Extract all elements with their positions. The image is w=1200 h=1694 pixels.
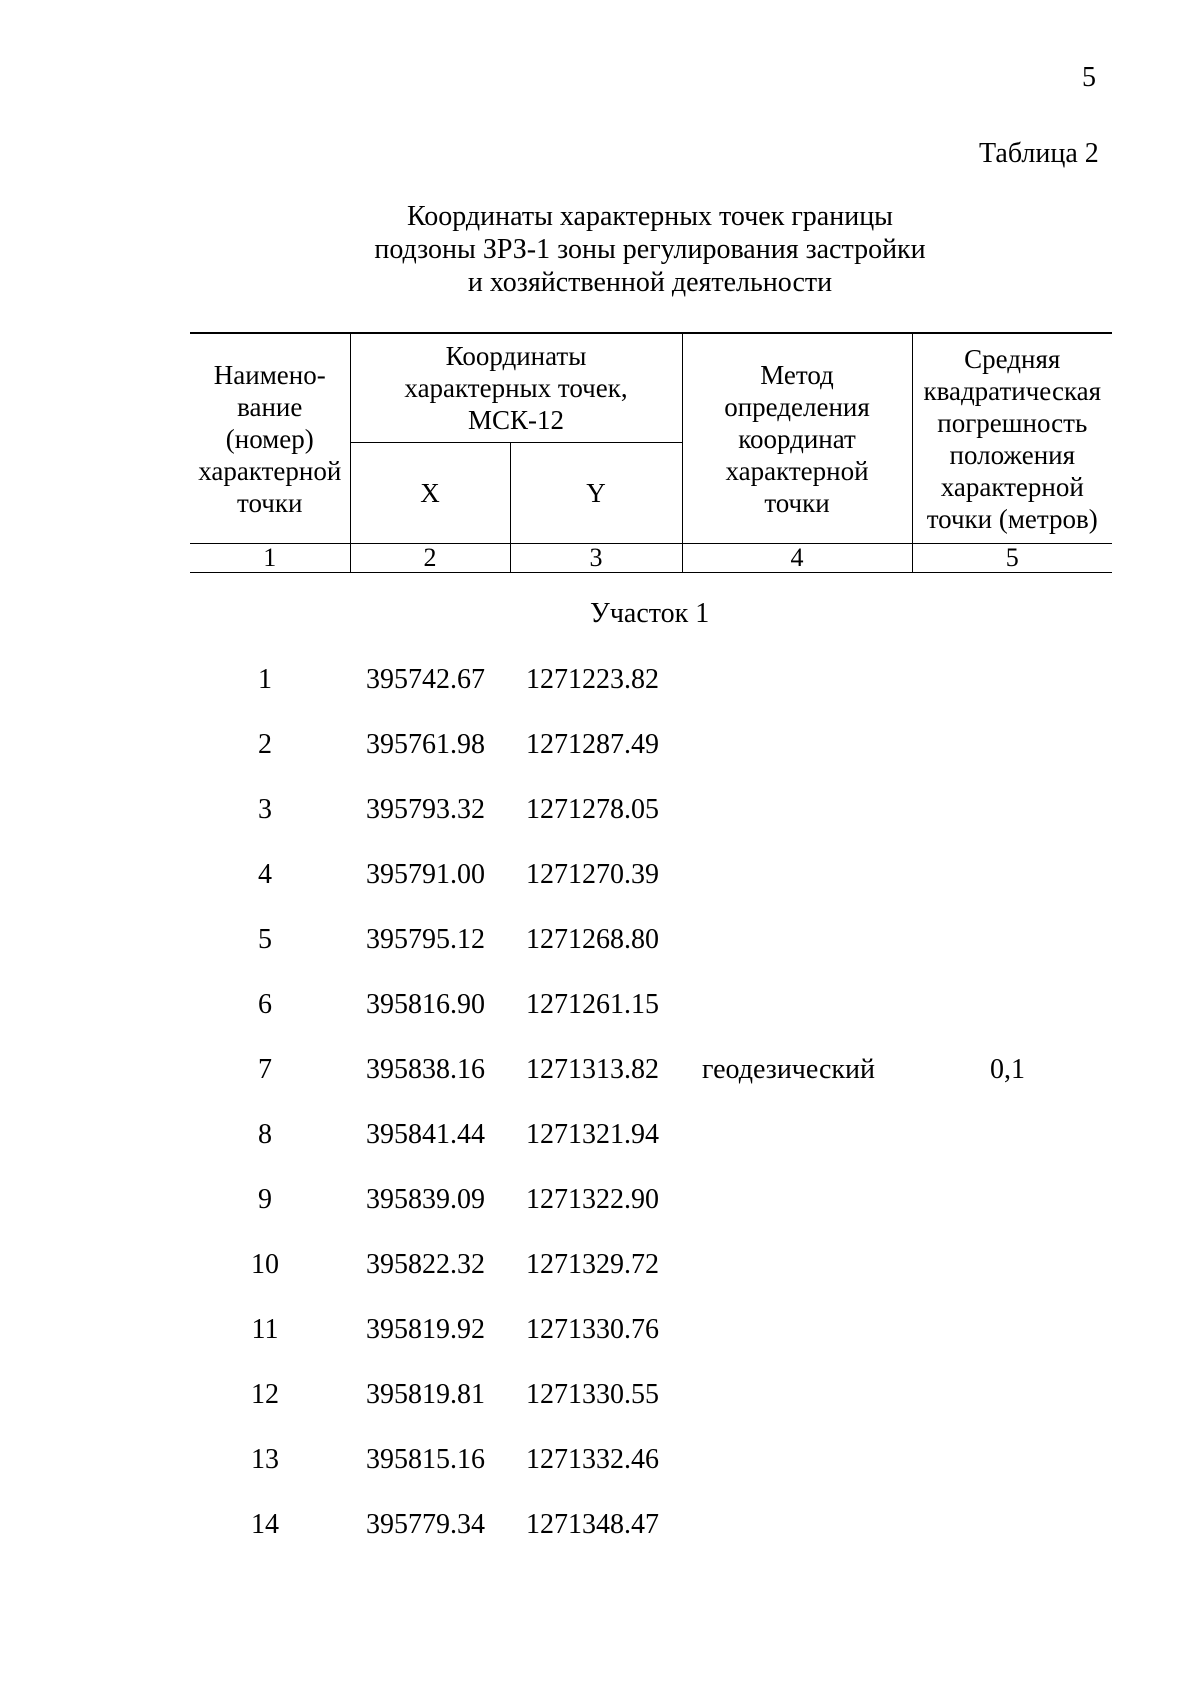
header-line: квадратическая (923, 375, 1102, 406)
table-row (0, 1375, 1200, 1440)
table-row (0, 855, 1200, 920)
header-line: характерной (940, 471, 1084, 502)
point-number: 1 (258, 664, 272, 695)
y-coordinate: 1271270.39 (526, 859, 659, 890)
table-title (300, 200, 1000, 299)
header-line: точки (764, 487, 830, 518)
title-line: Координаты характерных точек границы (407, 201, 893, 232)
column-number: 3 (510, 544, 682, 573)
y-coordinate: 1271287.49 (526, 729, 659, 760)
table-label: Таблица 2 (979, 138, 1099, 169)
point-number: 3 (258, 794, 272, 825)
y-coordinate: 1271268.80 (526, 924, 659, 955)
data-rows (0, 660, 1200, 1570)
point-number: 8 (258, 1119, 272, 1150)
header-line: Координаты (445, 341, 587, 371)
table-row (0, 1440, 1200, 1505)
error-cell: 0,1 (990, 1054, 1025, 1085)
header-coordinates-group (350, 333, 682, 443)
y-coordinate: 1271223.82 (526, 664, 659, 695)
y-coordinate: 1271329.72 (526, 1249, 659, 1280)
header-line: МСК-12 (467, 405, 565, 435)
header-line: точки (метров) (926, 503, 1098, 534)
x-coordinate: 395819.92 (366, 1314, 485, 1345)
header-line: точки (237, 487, 303, 518)
table-row (0, 1050, 1200, 1115)
title-line: подзоны ЗРЗ-1 зоны регулирования застройки (374, 234, 926, 265)
header-line: Метод (760, 359, 834, 390)
y-coordinate: 1271278.05 (526, 794, 659, 825)
table-row (0, 1245, 1200, 1310)
header-line: (номер) (225, 423, 314, 454)
x-coordinate: 395779.34 (366, 1509, 485, 1540)
x-coordinate: 395838.16 (366, 1054, 485, 1085)
header-x: X (350, 443, 510, 544)
header-line: Средняя (964, 343, 1061, 374)
table-row (0, 725, 1200, 790)
y-coordinate: 1271330.76 (526, 1314, 659, 1345)
point-number: 5 (258, 924, 272, 955)
x-coordinate: 395791.00 (366, 859, 485, 890)
y-coordinate: 1271330.55 (526, 1379, 659, 1410)
y-coordinate: 1271313.82 (526, 1054, 659, 1085)
y-coordinate: 1271321.94 (526, 1119, 659, 1150)
header-error (912, 333, 1112, 544)
x-coordinate: 395841.44 (366, 1119, 485, 1150)
point-number: 14 (251, 1509, 279, 1540)
column-number: 2 (350, 544, 510, 573)
x-coordinate: 395761.98 (366, 729, 485, 760)
table-row (0, 1180, 1200, 1245)
x-coordinate: 395815.16 (366, 1444, 485, 1475)
header-point-name (190, 333, 350, 544)
x-coordinate: 395793.32 (366, 794, 485, 825)
x-coordinate: 395839.09 (366, 1184, 485, 1215)
header-line: характерной (198, 455, 342, 486)
table-row (0, 1310, 1200, 1375)
column-number: 1 (190, 544, 350, 573)
x-coordinate: 395795.12 (366, 924, 485, 955)
x-coordinate: 395742.67 (366, 664, 485, 695)
header-line: определения (724, 391, 870, 422)
method-cell: геодезический (702, 1054, 876, 1085)
header-y: Y (510, 443, 682, 544)
coordinates-table-header (190, 332, 1112, 573)
header-line: характерной (725, 455, 869, 486)
page-number: 5 (1082, 62, 1096, 93)
point-number: 2 (258, 729, 272, 760)
header-line: погрешность (937, 407, 1088, 438)
point-number: 9 (258, 1184, 272, 1215)
section-title: Участок 1 (590, 598, 710, 629)
point-number: 12 (251, 1379, 279, 1410)
table-row (0, 660, 1200, 725)
header-line: координат (738, 423, 856, 454)
point-number: 6 (258, 989, 272, 1020)
title-line: и хозяйственной деятельности (467, 267, 833, 298)
y-coordinate: 1271332.46 (526, 1444, 659, 1475)
column-number: 4 (682, 544, 912, 573)
x-coordinate: 395822.32 (366, 1249, 485, 1280)
table-row (0, 985, 1200, 1050)
column-number: 5 (912, 544, 1112, 573)
x-coordinate: 395819.81 (366, 1379, 485, 1410)
header-line: вание (237, 391, 303, 422)
table-row (0, 920, 1200, 985)
table-row (0, 1115, 1200, 1180)
y-coordinate: 1271348.47 (526, 1509, 659, 1540)
x-coordinate: 395816.90 (366, 989, 485, 1020)
point-number: 10 (251, 1249, 279, 1280)
point-number: 13 (251, 1444, 279, 1475)
table-row (0, 1505, 1200, 1570)
point-number: 11 (251, 1314, 279, 1345)
header-line: характерных точек, (404, 373, 628, 403)
header-line: Наимено- (213, 359, 326, 390)
header-line: положения (949, 439, 1076, 470)
y-coordinate: 1271261.15 (526, 989, 659, 1020)
y-coordinate: 1271322.90 (526, 1184, 659, 1215)
header-method (682, 333, 912, 544)
table-row (0, 790, 1200, 855)
point-number: 4 (258, 859, 272, 890)
point-number: 7 (258, 1054, 272, 1085)
